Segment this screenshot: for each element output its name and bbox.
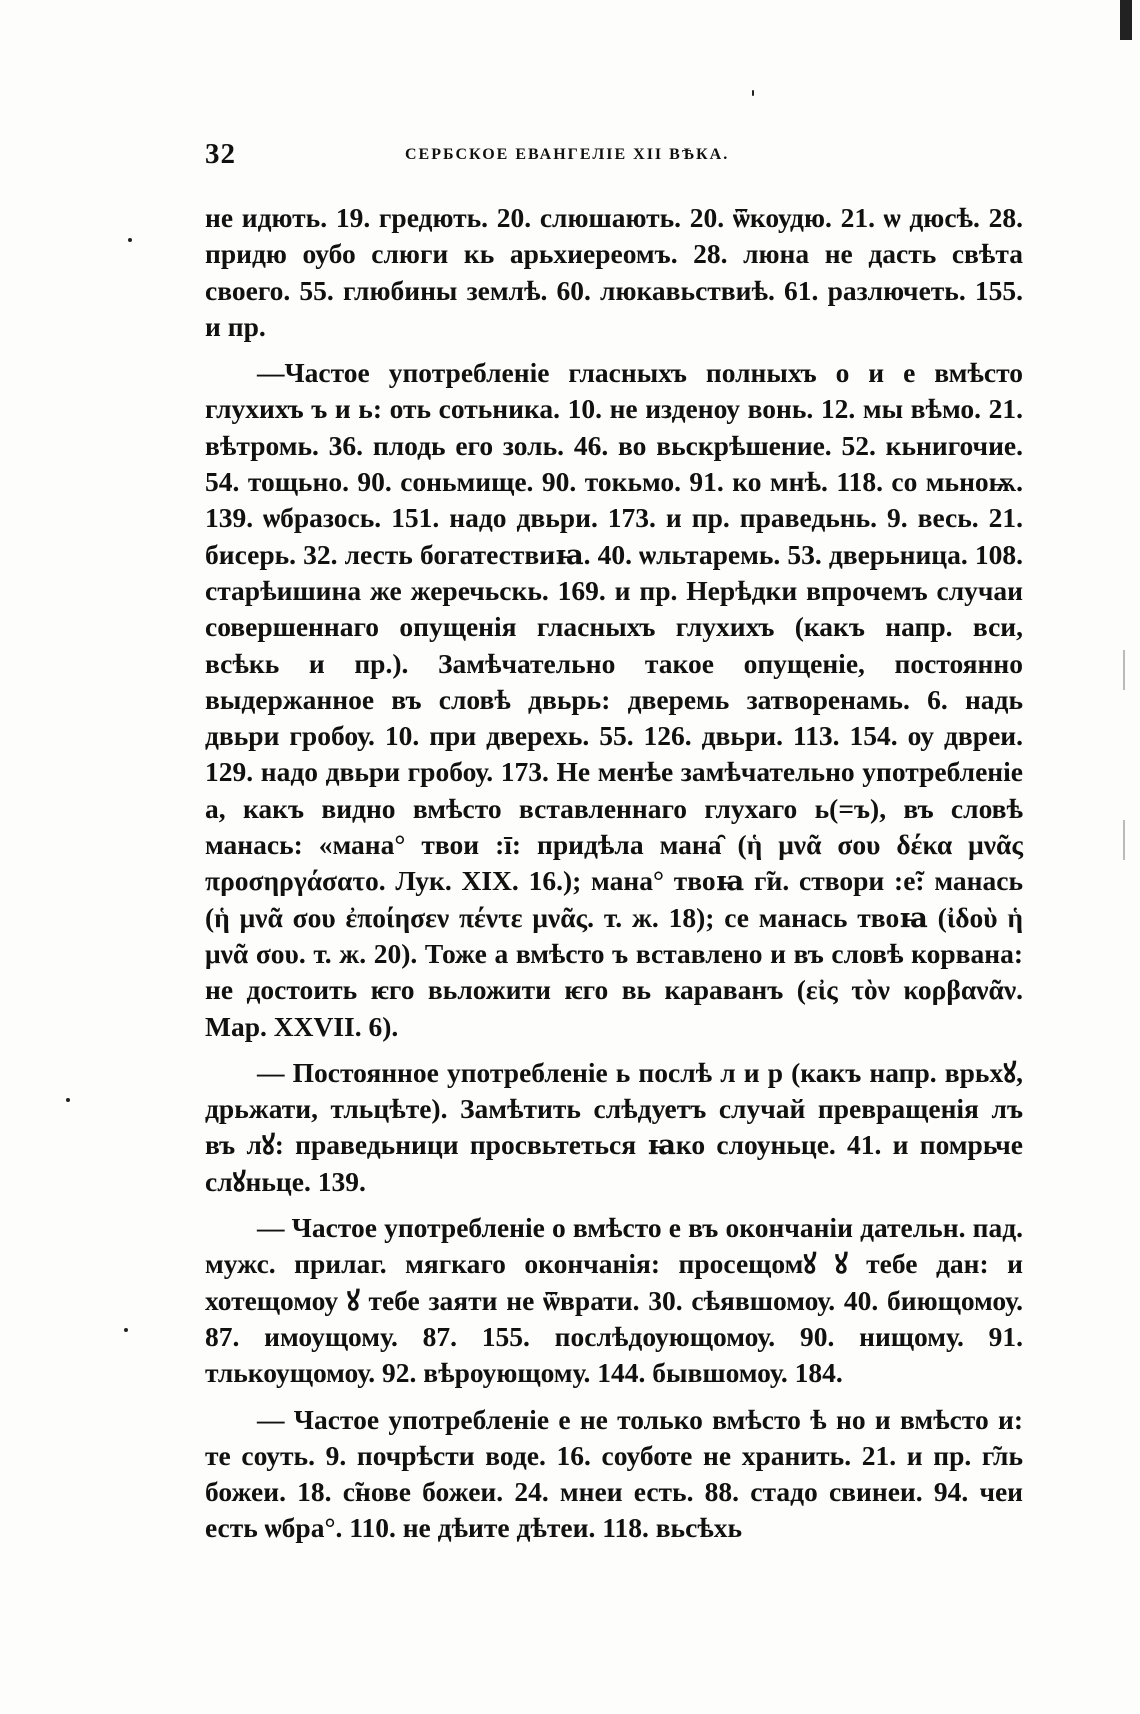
paragraph: — Постоянное употребленіе ь послѣ л и р (какъ напр. врьхꙋ, дрьжати, тльцѣте). Замѣтить слѣдуетъ случай превращенія лъ въ лꙋ: праведьници просвьтеться ꙗко слоуньце. 41. и помрьче слꙋньце. 139. <box>205 1056 1023 1197</box>
margin-line <box>1123 650 1125 690</box>
running-title: СЕРБСКОЕ ЕВАНГЕЛІЕ XII ВѢКА. <box>405 146 730 163</box>
margin-speck <box>128 238 132 242</box>
margin-line <box>1123 820 1125 860</box>
body-text <box>205 200 1023 1557</box>
margin-speck <box>752 90 754 96</box>
page-header <box>205 138 1025 178</box>
paragraph: — Частое употребленіе е не только вмѣсто ѣ но и вмѣсто и: те соуть. 9. почрѣсти воде. 16. соуботе не хранить. 21. и пр. г̃ль божеи. 18. с̃нове божеи. 24. мнеи есть. 88. стадо свинеи. 94. чеи есть ѡбра°. 110. не дѣите дѣтеи. 118. вьсѣхь <box>205 1403 1023 1544</box>
paragraph: не идють. 19. гредють. 20. слюшають. 20. ѿкоудю. 21. ѡ дюсѣ. 28. придю оубо слюги кь арьхиереомъ. 28. люна не дасть свѣта своего. 55. глюбины землѣ. 60. люкавьствиѣ. 61. разлючеть. 155. и пр. <box>205 202 1023 342</box>
page-number: 32 <box>205 138 236 170</box>
paragraph: — Частое употребленіе о вмѣсто е въ окончаніи дательн. пад. мужс. прилаг. мягкаго окончанія: просещомꙋ ꙋ тебе дан: и хотещомоу ꙋ тебе заяти не ѿврати. 30. сѣявшомоу. 40. биющомоу. 87. имоущому. 87. 155. послѣдоующомоу. 90. нищому. 91. тлькоущомоу. 92. вѣроующому. 144. бывшомоу. 184. <box>205 1212 1023 1389</box>
paragraph: —Частое употребленіе гласныхъ полныхъ о и е вмѣсто глухихъ ъ и ь: оть сотьника. 10. не изденоу вонь. 12. мы вѣмо. 21. вѣтромь. 36. плодь его золь. 46. во вьскрѣшение. 52. кьнигочие. 54. тощьно. 90. соньмище. 90. токьмо. 91. ко мнѣ. 118. со мьноѭ. 139. ѡбразось. 151. надо двьри. 173. и пр. праведьнь. 9. весь. 21. бисерь. 32. лесть богатествиꙗ. 40. ѡльтаремь. 53. дверьница. 108. старѣишина же жеречьскь. 169. и пр. Нерѣдки впрочемъ случаи совершеннаго опущенія гласныхъ глухихъ (какъ напр. вси, всѣкь и пр.). Замѣчательно такое опущеніе, постоянно выдержанное въ словѣ двьрь: дверемь затворенамь. 6. надь двьри гробоу. 10. при дверехь. 55. 126. двьри. 113. 154. оу двреи. 129. надо двьри гробоу. 173. Не менѣе замѣчательно употребленіе а, какъ видно вмѣсто вставленнаго глухаго ь(=ъ), въ словѣ манась: «мана° твои :ī: придѣла мана̑ (ἡ μνᾶ σου δέκα μνᾶς προσηργάσατο. Лук. XIX. 16.); мана° твоꙗ г̃и. створи :е̃: манась (ἡ μνᾶ σου ἐποίησεν πέντε μνᾶς. т. ж. 18); се манась твоꙗ (ἰδοὺ ἡ μνᾶ σου. т. ж. 20). Тоже а вмѣсто ъ вставлено и въ словѣ корвана: не достоить ѥго вьложити ѥго вь караванъ (εἰς τὸν κορβανᾶν. Мар. XXVII. 6). <box>205 357 1023 1042</box>
page-edge-shadow <box>1120 0 1132 40</box>
margin-speck <box>124 1328 128 1332</box>
margin-speck <box>66 1098 70 1102</box>
